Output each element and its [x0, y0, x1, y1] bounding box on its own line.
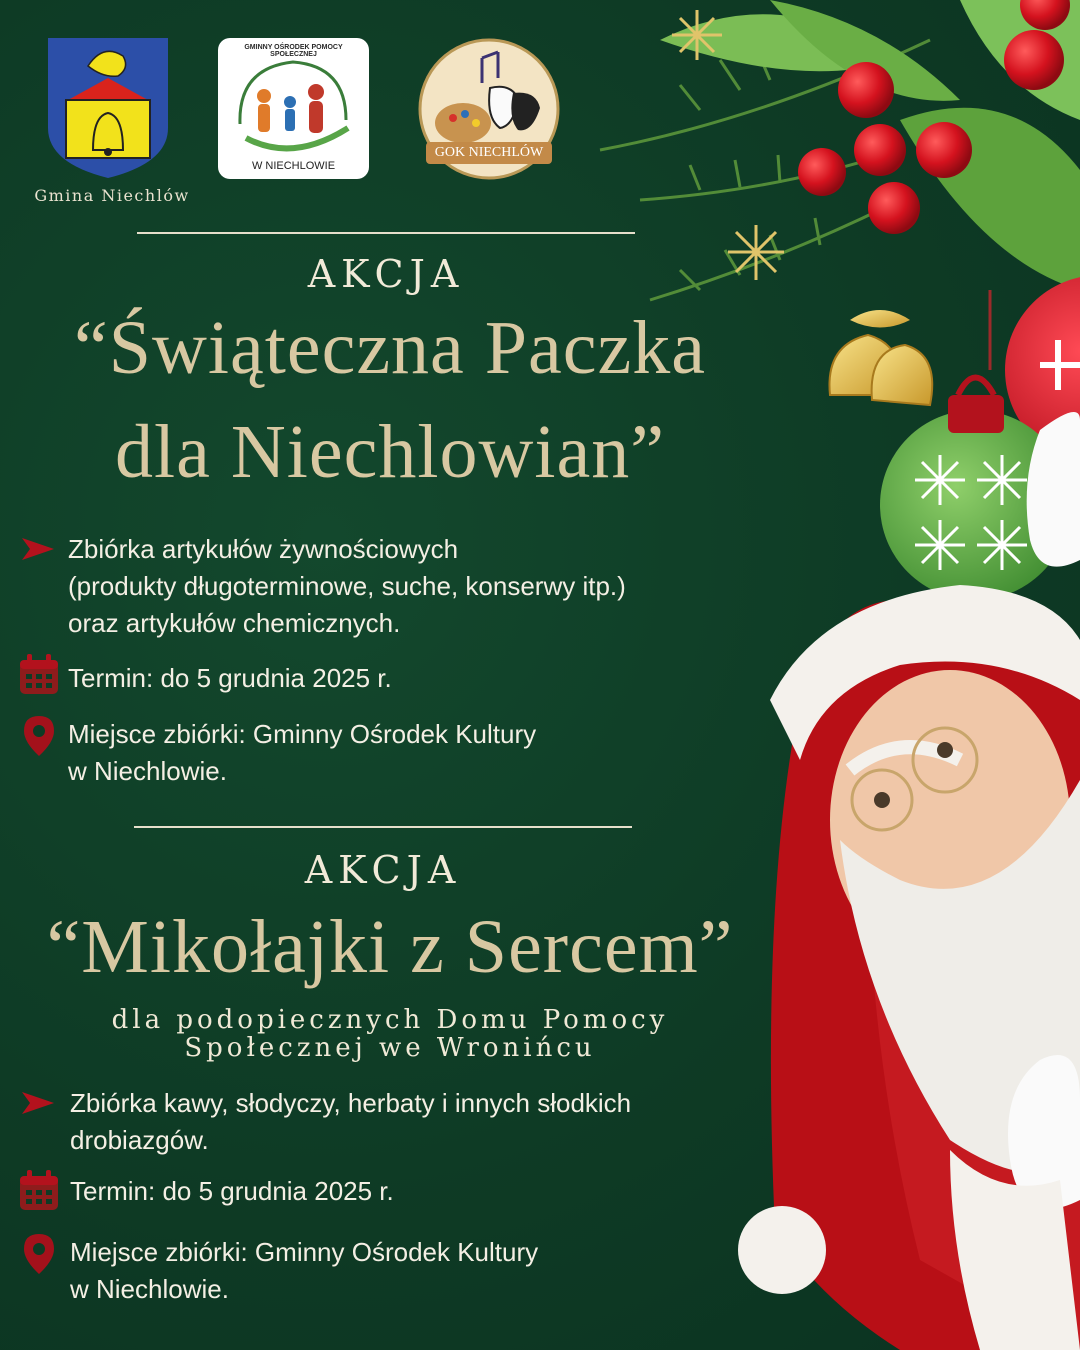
gmina-niechlow-crest-logo — [48, 38, 168, 178]
section2-subtitle-line2: Społecznej we Wronińcu — [184, 1033, 596, 1063]
section1-title-line1: “Świąteczna Paczka — [74, 306, 706, 390]
divider-middle — [134, 826, 632, 828]
section2-title: “Mikołajki z Sercem” — [46, 905, 734, 989]
location-pin-icon — [22, 714, 56, 758]
gok-logo-text: GOK NIECHLÓW — [434, 145, 544, 160]
section1-title-line2: dla Niechlowian” — [115, 410, 665, 494]
section2-subtitle-line1: dla podopiecznych Domu Pomocy — [111, 1005, 669, 1035]
family-icon — [218, 38, 369, 179]
arrow-icon — [20, 536, 56, 562]
divider-top — [137, 232, 635, 234]
section1-item-collection: Zbiórka artykułów żywnościowych (produkty długoterminowe, suche, konserwy itp.) oraz artykułów chemicznych. — [68, 534, 626, 638]
calendar-icon — [18, 1170, 60, 1212]
arrow-icon — [20, 1090, 56, 1116]
crest-caption: Gmina Niechlów — [34, 186, 190, 205]
section2-item-location: Miejsce zbiórki: Gminny Ośrodek Kultury w Niechlowie. — [70, 1237, 539, 1304]
paint-palette-icon — [435, 103, 491, 143]
bells-icon — [829, 310, 932, 405]
section2-item-deadline: Termin: do 5 grudnia 2025 r. — [70, 1176, 394, 1206]
location-pin-icon — [22, 1232, 56, 1276]
calendar-icon — [18, 654, 60, 696]
gops-logo-arc-text: GMINNY OŚRODEK POMOCY SPOŁECZNEJ — [244, 44, 343, 58]
gops-logo-bottom-text: W NIECHLOWIE — [251, 160, 336, 172]
section2-item-collection: Zbiórka kawy, słodyczy, herbaty i innych słodkich drobiazgów. — [70, 1088, 632, 1155]
gops-logo — [218, 38, 369, 179]
section1-kicker: AKCJA — [307, 252, 465, 296]
section1-item-location: Miejsce zbiórki: Gminny Ośrodek Kultury w Niechlowie. — [68, 719, 537, 786]
gok-logo — [418, 38, 560, 180]
section2-kicker: AKCJA — [304, 848, 462, 892]
section1-item-deadline: Termin: do 5 grudnia 2025 r. — [68, 663, 392, 693]
